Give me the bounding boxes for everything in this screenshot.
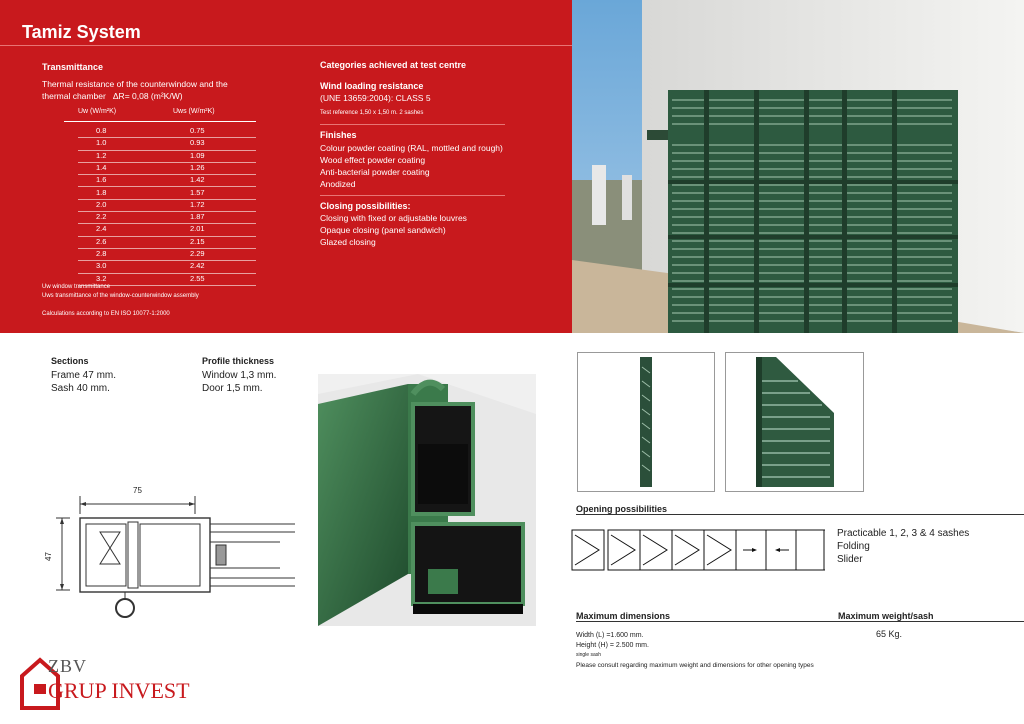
table-row: [78, 174, 256, 187]
louvre-panel-view: [725, 352, 864, 492]
logo-grup-invest: GRUP INVEST: [48, 678, 190, 703]
uw-cell: 2.4: [96, 224, 107, 234]
opening-heading: Opening possibilities: [576, 504, 668, 514]
finish-item: Anti-bacterial powder coating: [320, 167, 430, 177]
louvre-side-svg: [578, 353, 714, 491]
col-uw-header: Uw (W/m²K): [78, 108, 117, 115]
shutter-photo-illustration: [572, 0, 1024, 333]
finishes-list: [320, 142, 503, 190]
opening-diagrams: [571, 527, 825, 572]
uw-cell: 2.2: [96, 212, 107, 222]
uw-cell: 1.6: [96, 175, 107, 185]
section-drawing: [40, 482, 300, 632]
table-row: [78, 150, 256, 163]
uw-cell: 1.2: [96, 150, 107, 160]
col-uws-header: Uws (W/m²K): [173, 108, 215, 115]
finish-item: Anodized: [320, 179, 356, 189]
uws-cell: 1.42: [190, 175, 205, 185]
delta-r-value: ΔR= 0,08 (m²K/W): [112, 91, 183, 101]
opening-diagrams-svg: [571, 527, 825, 572]
louvre-panel-svg: [726, 353, 863, 491]
dim-width-label: 75: [133, 486, 142, 495]
building-shutter-photo: [572, 0, 1024, 333]
uw-cell: 2.8: [96, 249, 107, 258]
uws-cell: 2.01: [190, 224, 205, 234]
opening-options: [837, 527, 969, 566]
uw-cell: 1.4: [96, 162, 107, 172]
info-panel: [0, 0, 572, 333]
table-header-rule: [64, 121, 256, 122]
finishes-heading: Finishes: [320, 130, 357, 140]
dim-height-label: 47: [43, 552, 53, 561]
test-reference: Test reference 1,50 x 1,50 m. 2 sashes: [320, 110, 424, 116]
opening-underline: [576, 514, 1024, 515]
categories-heading: Categories achieved at test centre: [320, 60, 467, 70]
uw-cell: 1.0: [96, 138, 107, 148]
wind-heading: Wind loading resistance: [320, 81, 424, 91]
table-row: [78, 199, 256, 212]
sections-sash: Sash 40 mm.: [51, 383, 110, 394]
company-logo: [20, 654, 200, 710]
uw-cell: 2.0: [96, 199, 107, 209]
table-row: [78, 137, 256, 150]
table-row: [78, 125, 256, 138]
calc-note: Calculations according to EN ISO 10077-1:2000: [42, 311, 170, 317]
uw-cell: 1.8: [96, 187, 107, 197]
table-row: [78, 211, 256, 224]
sections-heading: Sections: [51, 356, 89, 366]
finish-item: Colour powder coating (RAL, mottled and rough): [320, 143, 503, 153]
uws-cell: 2.55: [190, 273, 205, 283]
table-row: [78, 236, 256, 249]
divider-2: [320, 195, 505, 196]
transmittance-heading: Transmittance: [42, 62, 104, 72]
uw-cell: 0.8: [96, 126, 107, 135]
uw-cell: 2.6: [96, 236, 107, 246]
uws-cell: 2.29: [190, 249, 205, 258]
closing-item: Glazed closing: [320, 237, 376, 247]
closing-item: Closing with fixed or adjustable louvres: [320, 213, 467, 223]
profile-window: Window 1,3 mm.: [202, 370, 277, 381]
divider-1: [320, 124, 505, 125]
uws-cell: 1.09: [190, 150, 205, 160]
max-height: Height (H) = 2.500 mm.: [576, 642, 649, 649]
title-divider: [0, 45, 572, 46]
table-row: [78, 223, 256, 236]
section-drawing-svg: [40, 482, 300, 632]
opening-option: Practicable 1, 2, 3 & 4 sashes: [837, 528, 970, 539]
max-dimensions-heading: Maximum dimensions: [576, 611, 671, 621]
opening-option: Folding: [837, 541, 870, 552]
max-width: Width (L) =1.600 mm.: [576, 632, 644, 639]
table-row: [78, 162, 256, 175]
note-uw: Uw window transmittance: [42, 284, 111, 290]
page-title: Tamiz System: [22, 22, 141, 42]
profile-render-svg: [318, 374, 536, 626]
max-weight-heading: Maximum weight/sash: [838, 611, 934, 621]
transmittance-desc-line2: thermal chamber: [42, 91, 106, 101]
transmittance-desc-line1: Thermal resistance of the counterwindow and the: [42, 79, 228, 89]
closing-heading: Closing possibilities:: [320, 201, 411, 211]
uw-cell: 3.2: [96, 273, 107, 283]
wind-class: (UNE 13659:2004): CLASS 5: [320, 93, 431, 103]
uws-cell: 2.15: [190, 236, 205, 246]
louvre-side-view: [577, 352, 715, 492]
sections-frame: Frame 47 mm.: [51, 370, 117, 381]
table-row: [78, 260, 256, 273]
single-sash-note: single sash: [576, 652, 602, 658]
consult-note: Please consult regarding maximum weight and dimensions for other opening types: [576, 662, 814, 669]
table-row: [78, 187, 256, 200]
note-uws: Uws transmittance of the window-counterwindow assembly: [42, 293, 199, 299]
transmittance-desc: [42, 78, 256, 102]
max-weight-value: 65 Kg.: [876, 629, 903, 639]
opening-option: Slider: [837, 554, 863, 565]
uws-cell: 1.57: [190, 187, 205, 197]
profile-heading: Profile thickness: [202, 356, 275, 366]
uws-cell: 2.42: [190, 261, 205, 271]
uws-cell: 1.87: [190, 212, 205, 222]
logo-zbv: ZBV: [48, 656, 87, 676]
uws-cell: 1.26: [190, 162, 205, 172]
uws-cell: 0.75: [190, 126, 205, 135]
table-row: [78, 248, 256, 261]
profile-door: Door 1,5 mm.: [202, 383, 263, 394]
closing-list: [320, 212, 467, 248]
uw-cell: 3.0: [96, 261, 107, 271]
profile-3d-render: [318, 374, 536, 626]
dimensions-underline: [576, 621, 1024, 622]
max-dimensions-values: [576, 631, 649, 651]
finish-item: Wood effect powder coating: [320, 155, 426, 165]
closing-item: Opaque closing (panel sandwich): [320, 225, 446, 235]
uws-cell: 1.72: [190, 199, 205, 209]
uws-cell: 0.93: [190, 138, 205, 148]
